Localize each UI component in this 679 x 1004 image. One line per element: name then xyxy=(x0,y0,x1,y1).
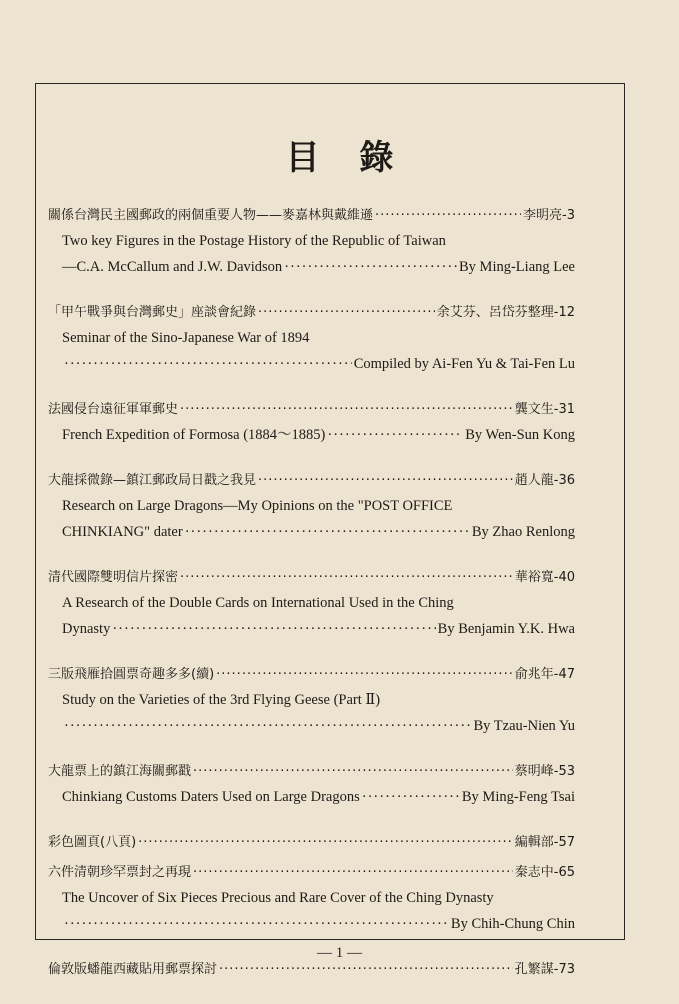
toc-entry-zh-title: 大龍票上的鎮江海關郵戳 xyxy=(48,764,192,779)
toc-entry-en-line xyxy=(48,424,575,447)
toc-entry[interactable] xyxy=(48,567,575,641)
toc-entry-zh-author-page: 蔡明峰-53 xyxy=(514,764,575,779)
toc-entry-zh-line xyxy=(48,567,575,589)
toc-entry-zh-line xyxy=(48,205,575,227)
dot-leader xyxy=(193,761,513,783)
toc-entry-zh-title: 六件清朝珍罕票封之再現 xyxy=(48,865,192,880)
toc-entry-zh-line xyxy=(48,832,575,854)
toc-entry-en-title: The Uncover of Six Pieces Precious and Rare Cover of the Ching Dynasty xyxy=(62,890,494,906)
toc-entry-en-author: By Ming-Feng Tsai xyxy=(461,789,575,805)
toc-entry-zh-author-page: 趙人龍-36 xyxy=(514,473,575,488)
toc-entry-en-title-cont: CHINKIANG" dater xyxy=(62,524,183,540)
toc-entry-en-title-cont: —C.A. McCallum and J.W. Davidson xyxy=(62,259,283,275)
toc-entry-zh-author-page: 余艾芬、呂岱芬整理-12 xyxy=(436,305,575,320)
page-title: 目 錄 xyxy=(285,138,408,178)
toc-entry-zh-author-page: 華裕寬-40 xyxy=(514,570,575,585)
toc-entry-zh-title: 法國侵台遠征軍軍郵史 xyxy=(48,402,179,417)
toc-entry-en-title-cont: Dynasty xyxy=(62,621,111,637)
dot-leader xyxy=(362,786,460,809)
toc-entry-en-author: By Chih-Chung Chin xyxy=(450,916,575,932)
toc-entry[interactable] xyxy=(48,302,575,376)
dot-leader xyxy=(284,256,457,279)
toc-entry-en-line xyxy=(48,715,575,738)
toc-entry-zh-line xyxy=(48,470,575,492)
toc-entry-en-title: French Expedition of Formosa (1884～1885) xyxy=(62,427,326,443)
toc-entry[interactable] xyxy=(48,470,575,544)
dot-leader xyxy=(64,353,352,376)
dot-leader xyxy=(180,399,513,421)
toc-entry-zh-title: 「甲午戰爭與台灣郵史」座談會紀錄 xyxy=(48,305,257,320)
toc-entry-zh-title: 彩色圖頁(八頁) xyxy=(48,835,137,850)
toc-list xyxy=(48,205,575,1004)
dot-leader xyxy=(64,715,472,738)
toc-entry-en-author: By Tzau-Nien Yu xyxy=(473,718,575,734)
dot-leader xyxy=(375,205,521,227)
toc-entry-zh-title: 大龍採微錄—鎮江郵政局日戳之我見 xyxy=(48,473,257,488)
dot-leader xyxy=(258,302,435,324)
toc-entry-en-line xyxy=(48,495,575,518)
toc-entry-zh-title: 三版飛雁拾圓票奇趣多多(續) xyxy=(48,667,215,682)
toc-entry-en-line xyxy=(48,913,575,936)
toc-entry-zh-author-page: 秦志中-65 xyxy=(514,865,575,880)
toc-entry-zh-title: 關係台灣民主國郵政的兩個重要人物——麥嘉林與戴維遜 xyxy=(48,208,374,223)
toc-entry-en-author: By Benjamin Y.K. Hwa xyxy=(437,621,575,637)
toc-entry[interactable] xyxy=(48,205,575,279)
toc-entry-zh-line xyxy=(48,664,575,686)
dot-leader xyxy=(112,618,435,641)
toc-entry-zh-author-page: 龔文生-31 xyxy=(514,402,575,417)
toc-entry-en-line xyxy=(48,521,575,544)
dot-leader xyxy=(180,567,513,589)
toc-entry-en-line xyxy=(48,689,575,712)
toc-entry-zh-author-page: 孔繁謀-73 xyxy=(514,962,575,977)
toc-entry-en-title: Study on the Varieties of the 3rd Flying Geese (Part Ⅱ) xyxy=(62,692,381,708)
dot-leader xyxy=(193,862,513,884)
toc-entry-zh-line xyxy=(48,862,575,884)
toc-entry[interactable] xyxy=(48,761,575,809)
toc-entry-zh-author-page: 俞兆年-47 xyxy=(514,667,575,682)
dot-leader xyxy=(185,521,470,544)
dot-leader xyxy=(64,913,449,936)
toc-entry[interactable] xyxy=(48,664,575,738)
dot-leader xyxy=(219,959,513,981)
toc-entry-en-title: Chinkiang Customs Daters Used on Large Dragons xyxy=(62,789,360,805)
toc-entry-en-author: By Ming-Liang Lee xyxy=(459,259,575,275)
dot-leader xyxy=(216,664,513,686)
toc-entry-zh-title: 清代國際雙明信片探密 xyxy=(48,570,179,585)
toc-entry-en-line xyxy=(48,327,575,350)
toc-entry-zh-line xyxy=(48,302,575,324)
toc-entry[interactable] xyxy=(48,832,575,854)
toc-entry-zh-author-page: 編輯部-57 xyxy=(514,835,575,850)
toc-entry-en-author: Compiled by Ai-Fen Yu & Tai-Fen Lu xyxy=(353,356,575,372)
toc-entry-en-title: A Research of the Double Cards on International Used in the Ching xyxy=(62,595,454,611)
toc-entry-en-author: By Wen-Sun Kong xyxy=(465,427,575,443)
toc-entry-en-line xyxy=(48,353,575,376)
toc-entry-en-line xyxy=(48,256,575,279)
toc-entry-zh-line xyxy=(48,399,575,421)
dot-leader xyxy=(138,832,513,854)
toc-entry-en-line xyxy=(48,786,575,809)
toc-entry-en-author: By Zhao Renlong xyxy=(471,524,575,540)
dot-leader xyxy=(327,424,463,447)
toc-entry-en-line xyxy=(48,592,575,615)
toc-entry-zh-line xyxy=(48,959,575,981)
toc-entry[interactable] xyxy=(48,959,575,981)
toc-entry-zh-title: 倫敦版蟠龍西藏貼用郵票探討 xyxy=(48,962,218,977)
toc-entry-en-title: Two key Figures in the Postage History of the Republic of Taiwan xyxy=(62,233,446,249)
toc-entry[interactable] xyxy=(48,862,575,936)
toc-entry-en-line xyxy=(48,887,575,910)
toc-entry-en-title: Seminar of the Sino-Japanese War of 1894 xyxy=(62,330,310,346)
toc-entry-en-line xyxy=(48,618,575,641)
toc-entry-en-title: Research on Large Dragons—My Opinions on the "POST OFFICE xyxy=(62,498,453,514)
toc-entry-zh-line xyxy=(48,761,575,783)
page-number: — 1 — xyxy=(317,945,362,961)
toc-entry-en-line xyxy=(48,230,575,253)
toc-entry[interactable] xyxy=(48,399,575,447)
dot-leader xyxy=(258,470,513,492)
toc-entry-zh-author-page: 李明亮-3 xyxy=(523,208,575,223)
